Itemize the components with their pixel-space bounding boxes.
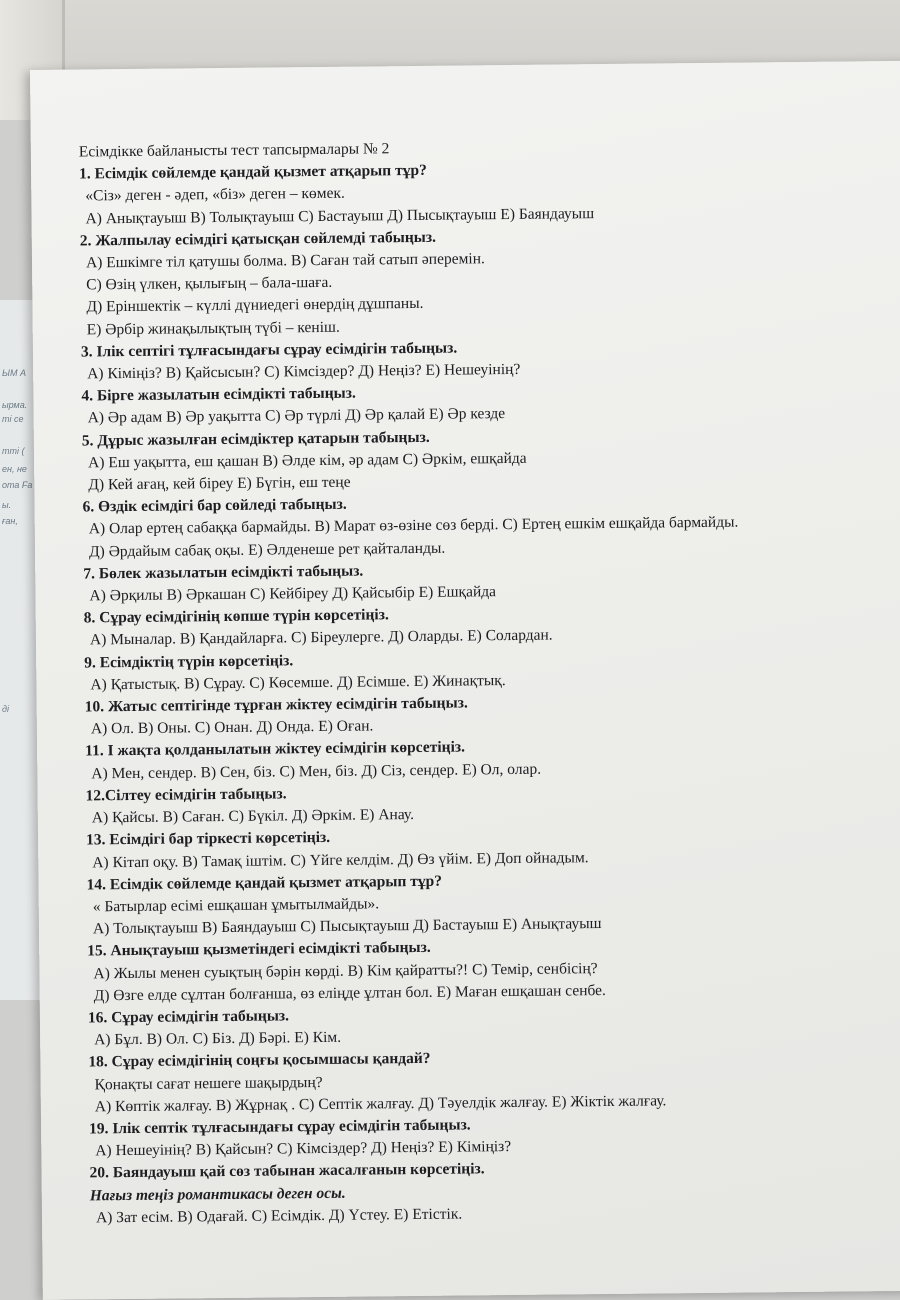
answer-line: А) Еш уақытта, еш қашан В) Әлде кім, әр адам С) Әркім, ешқайда xyxy=(88,449,527,472)
question-line: 11. I жақта қолданылатын жіктеу есімдігін көрсетіңіз. xyxy=(85,738,466,760)
answer-line: А) Толықтауыш В) Баяндауыш С) Пысықтауыш Д) Бастауыш Е) Анықтауыш xyxy=(92,915,602,938)
background-text-fragment: ен, не xyxy=(2,464,27,474)
answer-line: А) Нешеуінің? В) Қайсын? С) Кімсіздер? Д) Неңіз? Е) Кіміңіз? xyxy=(95,1138,512,1160)
answer-line: А) Зат есім. В) Одағай. С) Есімдік. Д) Үстеу. Е) Етістік. xyxy=(95,1205,463,1227)
answer-line: А) Кітап оқу. В) Тамақ іштім. С) Үйге келдім. Д) Өз үйім. Е) Доп ойнадым. xyxy=(92,848,589,871)
background-text-fragment: ді xyxy=(2,704,9,714)
question-line: Нағыз теңіз романтикасы деген осы. xyxy=(89,1184,346,1204)
answer-line: А) Мыналар. В) Қандайларға. С) Біреулерге. Д) Оларды. Е) Солардан. xyxy=(89,627,553,649)
answer-line: А) Жылы менен суықтың бәрін көрді. В) Кім қайратты?! С) Темір, сенбісің? xyxy=(93,959,598,982)
test-sheet xyxy=(30,61,900,1300)
answer-line: А) Ол. В) Оны. С) Онан. Д) Онда. Е) Оған. xyxy=(90,717,374,738)
background-text-fragment: ті се xyxy=(2,414,24,424)
question-list xyxy=(79,155,900,1229)
question-line: 12.Сілтеу есімдігін табыңыз. xyxy=(85,785,287,805)
question-line: 10. Жатыс септігінде тұрған жіктеу есімдігін табыңыз. xyxy=(84,694,468,716)
question-line: 8. Сұрау есімдігінің көпше түрін көрсетіңіз. xyxy=(83,606,389,627)
answer-line: « Батырлар есімі ешқашан ұмытылмайды». xyxy=(92,895,380,916)
answer-line: Д) Кей ағаң, кей біреу Е) Бүгін, еш теңе xyxy=(88,473,351,494)
background-text-fragment: тті ( xyxy=(2,446,25,456)
answer-line: А) Қайсы. В) Саған. С) Бүкіл. Д) Әркім. Е) Анау. xyxy=(91,806,415,827)
answer-line: Қонақты сағат нешеге шақырдың? xyxy=(94,1073,323,1093)
question-line: 7. Бөлек жазылатын есімдікті табыңыз. xyxy=(83,562,364,583)
question-line: 18. Сұрау есімдігінің соңғы қосымшасы қандай? xyxy=(88,1050,431,1071)
question-line: 19. Ілік септік тұлғасындағы сұрау есімдігін табыңыз. xyxy=(89,1116,471,1138)
question-line: 1. Есімдік сөйлемде қандай қызмет атқарып тұр? xyxy=(79,162,427,183)
background-text-fragment: ған, xyxy=(2,516,18,526)
answer-line: Е) Әрбір жинақылықтың түбі – кеніш. xyxy=(86,318,340,339)
background-text-fragment: ырма. xyxy=(2,400,28,410)
answer-line: А) Көптік жалғау. В) Жұрнақ . С) Септік жалғау. Д) Тәуелдік жалғау. Е) Жіктік жалғау. xyxy=(94,1092,667,1116)
answer-line: А) Ешкімге тіл қатушы болма. В) Саған тай сатып әперемін. xyxy=(85,250,485,272)
question-line: 15. Анықтауыш қызметіндегі есімдікті табыңыз. xyxy=(87,939,431,960)
answer-line: А) Мен, сендер. В) Сен, біз. С) Мен, біз. Д) Сіз, сендер. Е) Ол, олар. xyxy=(91,760,542,783)
answer-line: А) Кіміңіз? В) Қайсысын? С) Кімсіздер? Д) Неңіз? Е) Нешеуінің? xyxy=(87,360,521,383)
background-text-fragment: ы. xyxy=(2,500,12,510)
answer-line: А) Қатыстық. В) Сұрау. С) Көсемше. Д) Есімше. Е) Жинақтық. xyxy=(90,671,506,694)
answer-line: А) Бұл. В) Ол. С) Біз. Д) Бәрі. Е) Кім. xyxy=(94,1028,342,1049)
question-line: 16. Сұрау есімдігін табыңыз. xyxy=(87,1007,290,1027)
answer-line: Д) Өзге елде сұлтан болғанша, өз еліңде ұлтан бол. Е) Маған ешқашан сенбе. xyxy=(93,981,606,1005)
background-text-fragment: ота Fa xyxy=(2,480,33,490)
question-line: 20. Баяндауыш қай сөз табынан жасалғанын көрсетіңіз. xyxy=(89,1160,485,1182)
question-line: 3. Ілік септігі тұлғасындағы сұрау есімдігін табыңыз. xyxy=(80,339,458,361)
question-line: 9. Есімдіктің түрін көрсетіңіз. xyxy=(84,651,294,672)
answer-line: А) Олар ертең сабаққа бармайды. В) Марат өз-өзіне сөз берді. С) Ертең ешкім ешқайда бармайды. xyxy=(88,514,739,538)
background-text-fragment: ЫМ А xyxy=(2,368,26,378)
question-line: 4. Бірге жазылатын есімдікті табыңыз. xyxy=(81,384,356,405)
question-line: 6. Өздік есімдігі бар сөйледі табыңыз. xyxy=(82,495,347,516)
answer-line: «Сіз» деген - әдеп, «біз» деген – көмек. xyxy=(85,185,345,205)
answer-line: А) Әрқилы В) Әркашан С) Кейбіреу Д) Қайсыбір Е) Ешқайда xyxy=(89,583,497,605)
question-line: 13. Есімдігі бар тіркесті көрсетіңіз. xyxy=(85,829,331,849)
question-line: 2. Жалпылау есімдігі қатысқан сөйлемді табыңыз. xyxy=(79,228,437,250)
answer-line: Д) Еріншектік – күллі дүниедегі өнердің дұшпаны. xyxy=(86,295,424,316)
answer-line: А) Анықтауыш В) Толықтауыш С) Бастауыш Д) Пысықтауыш Е) Баяндауыш xyxy=(85,204,595,228)
answer-line: С) Өзің үлкен, қылығың – бала-шаға. xyxy=(86,274,333,294)
test-content xyxy=(79,133,900,1230)
question-line: 14. Есімдік сөйлемде қандай қызмет атқарып тұр? xyxy=(86,872,443,894)
answer-line: А) Әр адам В) Әр уақытта С) Әр түрлі Д) Әр қалай Е) Әр кезде xyxy=(87,405,506,427)
question-line: 5. Дұрыс жазылған есімдіктер қатарын табыңыз. xyxy=(81,428,430,450)
document-title: Есімдікке байланысты тест тапсырмалары № 2 xyxy=(78,140,390,161)
answer-line: Д) Әрдайым сабақ оқы. Е) Әлденеше рет қайталанды. xyxy=(88,539,446,561)
